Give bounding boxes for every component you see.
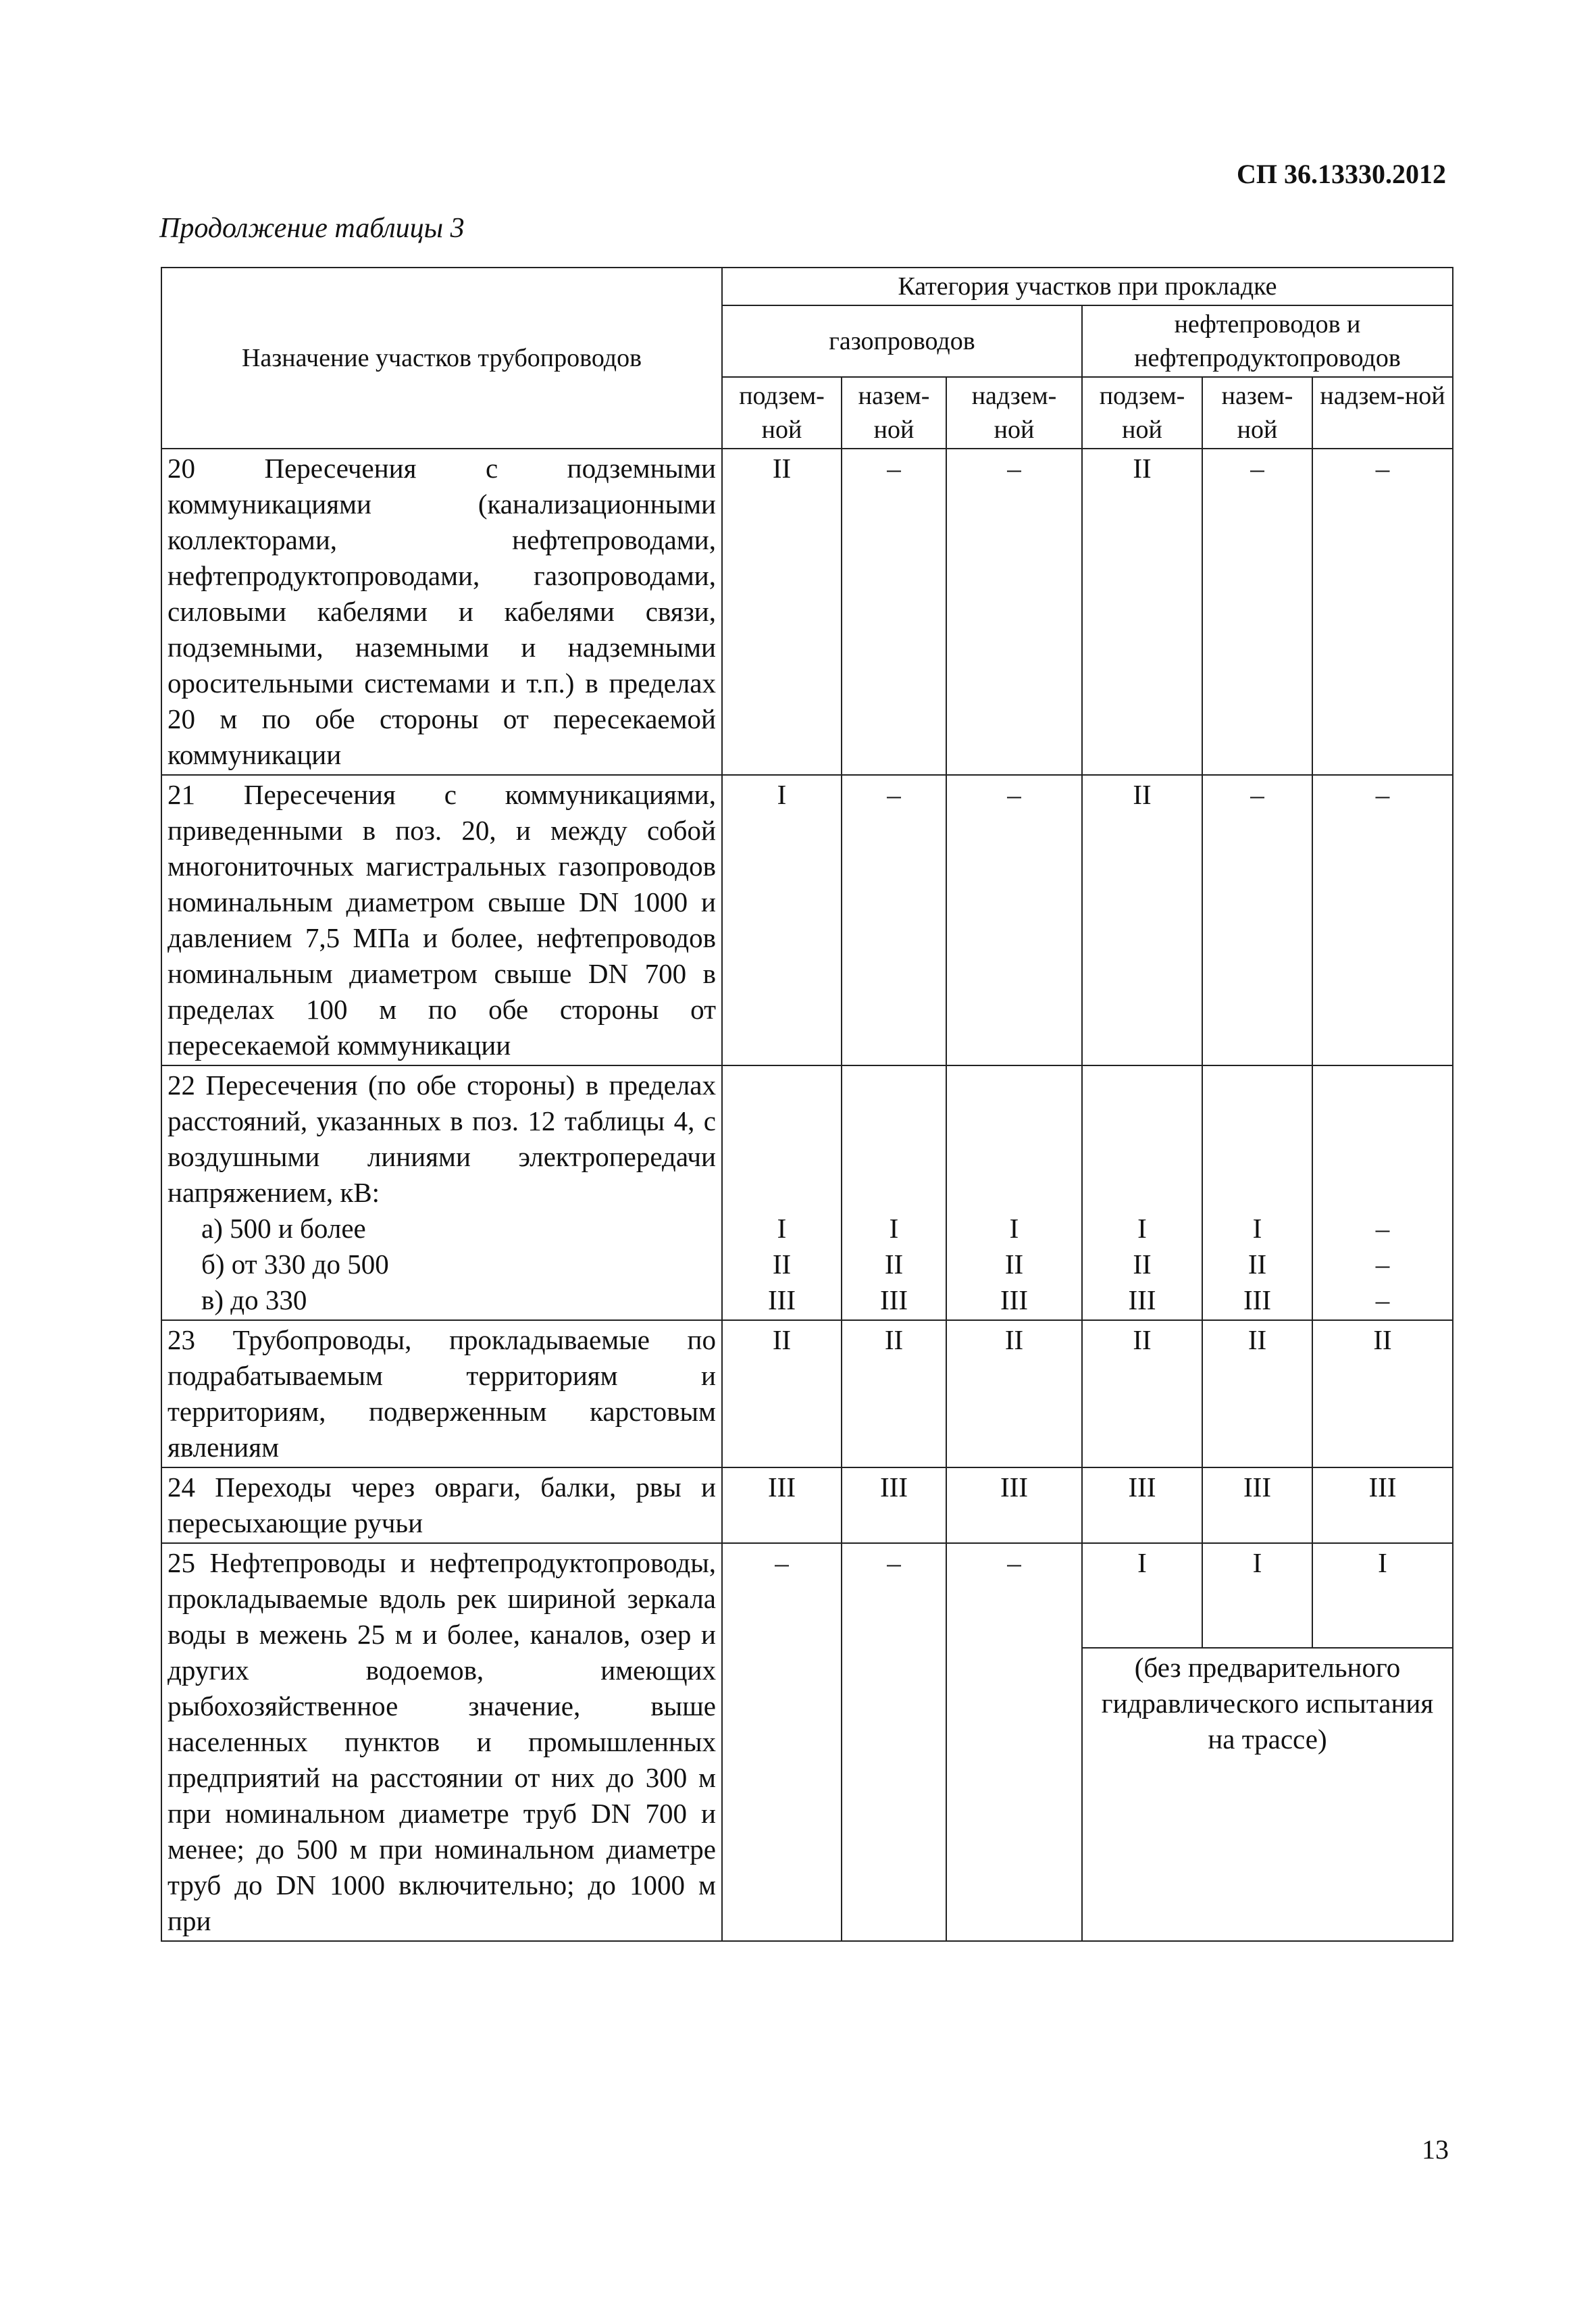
subitem-category: II: [1004, 1249, 1024, 1280]
header-purpose: Назначение участков трубопроводов: [161, 268, 722, 449]
category-cell: –: [842, 775, 946, 1065]
header-sub-overhead-oil: надзем-ной: [1312, 377, 1453, 449]
category-cell: –: [1202, 775, 1312, 1065]
category-cell: I: [1082, 1543, 1202, 1648]
subitem-category: I: [1252, 1213, 1262, 1244]
table-caption: Продолжение таблицы 3: [159, 213, 465, 244]
category-cell: I: [722, 775, 842, 1065]
category-cell: –: [946, 1543, 1082, 1941]
header-oil: нефтепроводов и нефтепродуктопроводов: [1082, 305, 1453, 377]
subitem-category: III: [880, 1284, 908, 1315]
subitem-category: –: [1375, 1284, 1390, 1315]
subitem-category: III: [1000, 1284, 1028, 1315]
subitem-label: б) от 330 до 500: [201, 1249, 389, 1280]
category-cell: –: [1312, 775, 1453, 1065]
category-cell: II: [722, 1320, 842, 1467]
category-cell: [1312, 1065, 1453, 1320]
category-cell: –: [842, 449, 946, 775]
category-cell: II: [946, 1320, 1082, 1467]
subitem-category: I: [777, 1213, 787, 1244]
subitem-category: II: [772, 1249, 792, 1280]
row-description: [161, 1065, 722, 1320]
category-cell: III: [722, 1467, 842, 1543]
category-cell: [946, 1065, 1082, 1320]
category-cell: –: [722, 1543, 842, 1941]
category-cell: –: [842, 1543, 946, 1941]
header-sub-overhead-gas: надзем-ной: [946, 377, 1082, 449]
category-cell: –: [1202, 449, 1312, 775]
category-cell: III: [946, 1467, 1082, 1543]
row-description: 24 Переходы через овраги, балки, рвы и пересыхающие ручьи: [161, 1467, 722, 1543]
category-cell: II: [1082, 449, 1202, 775]
category-cell: –: [946, 449, 1082, 775]
subitem-category: I: [1137, 1213, 1147, 1244]
header-sub-underground-gas: подзем-ной: [722, 377, 842, 449]
category-cell: –: [1312, 449, 1453, 775]
row-description: 21 Пересечения с коммуникациями, приведенными в поз. 20, и между собой многониточных магистральных газопроводов номинальным диаметром свыше DN 1000 и давлением 7,5 МПа и более, нефтепроводов номинальным диаметром свыше DN 700 в пределах 100 м по обе стороны от пересекаемой коммуникации: [161, 775, 722, 1065]
subitem-category: I: [889, 1213, 899, 1244]
category-cell: I: [1202, 1543, 1312, 1648]
page-number: 13: [1422, 2134, 1449, 2165]
subitem-category: I: [1009, 1213, 1019, 1244]
subitem-category: II: [1247, 1249, 1267, 1280]
category-cell: II: [842, 1320, 946, 1467]
subitem-category: III: [1128, 1284, 1156, 1315]
row-description: 20 Пересечения с подземными коммуникациями (канализационными коллекторами, нефтепроводами, нефтепродуктопроводами, газопроводами, силовыми кабелями и кабелями связи, подземными, наземными и надземными оросительными системами и т.п.) в пределах 20 м по обе стороны от пересекаемой коммуникации: [161, 449, 722, 775]
category-table: [161, 267, 1453, 1942]
table-row: [161, 1320, 1453, 1467]
header-sub-underground-oil: подзем-ной: [1082, 377, 1202, 449]
category-cell: II: [1082, 775, 1202, 1065]
row-description-text: 22 Пересечения (по обе стороны) в пределах расстояний, указанных в поз. 12 таблицы 4, с воздушными линиями электропередачи напряжением, кВ:: [168, 1070, 716, 1208]
table-row: [161, 1543, 1453, 1648]
category-cell: [722, 1065, 842, 1320]
header-sub-surface-gas: назем-ной: [842, 377, 946, 449]
category-cell: II: [1202, 1320, 1312, 1467]
category-cell: II: [1082, 1320, 1202, 1467]
row-description: 25 Нефтепроводы и нефтепродуктопроводы, прокладываемые вдоль рек шириной зеркала воды в межень 25 м и более, каналов, озер и других водоемов, имеющих рыбохозяйственное значение, выше населенных пунктов и промышленных предприятий на расстоянии от них до 300 м при номинальном диаметре труб DN 700 и менее; до 500 м при номинальном диаметре труб до DN 1000 включительно; до 1000 м при: [161, 1543, 722, 1941]
subitem-category: III: [1243, 1284, 1271, 1315]
header-category: Категория участков при прокладке: [722, 268, 1453, 305]
subitem-label: в) до 330: [201, 1284, 307, 1315]
category-cell: II: [1312, 1320, 1453, 1467]
category-cell: III: [1312, 1467, 1453, 1543]
table-row: [161, 1065, 1453, 1320]
category-cell: –: [946, 775, 1082, 1065]
subitem-label: а) 500 и более: [201, 1213, 366, 1244]
subitem-category: –: [1375, 1249, 1390, 1280]
category-cell: [1082, 1065, 1202, 1320]
category-cell: III: [1082, 1467, 1202, 1543]
table-row: [161, 449, 1453, 775]
row-note: (без предварительного гидравлического испытания на трассе): [1082, 1648, 1453, 1941]
category-cell: III: [1202, 1467, 1312, 1543]
header-sub-surface-oil: назем-ной: [1202, 377, 1312, 449]
subitem-category: –: [1375, 1213, 1390, 1244]
category-cell: III: [842, 1467, 946, 1543]
row-description: 23 Трубопроводы, прокладываемые по подрабатываемым территориям и территориям, подверженным карстовым явлениям: [161, 1320, 722, 1467]
category-cell: I: [1312, 1543, 1453, 1648]
category-cell: [1202, 1065, 1312, 1320]
table-row: [161, 775, 1453, 1065]
category-cell: [842, 1065, 946, 1320]
table-row: [161, 1467, 1453, 1543]
subitem-category: III: [768, 1284, 796, 1315]
subitem-category: II: [1133, 1249, 1152, 1280]
subitem-category: II: [884, 1249, 904, 1280]
document-id: СП 36.13330.2012: [1237, 159, 1446, 189]
category-cell: II: [722, 449, 842, 775]
header-gas: газопроводов: [722, 305, 1082, 377]
